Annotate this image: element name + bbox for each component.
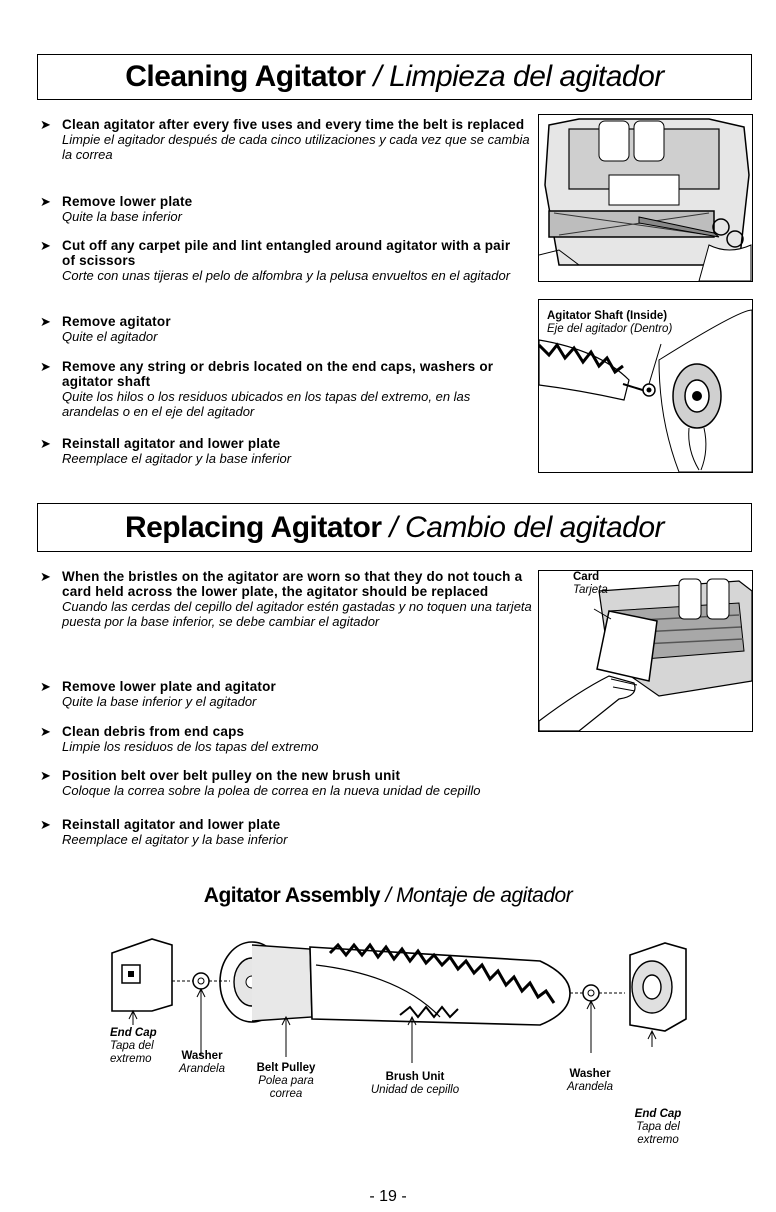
step-text-en: Remove lower plate and agitator: [62, 679, 276, 694]
step-text-es: Corte con unas tijeras el pelo de alfombra y la pelusa envueltos en el agitador: [62, 268, 511, 283]
arrow-bullet-icon: ➤: [40, 194, 51, 209]
cleaning-title-es: Limpieza del agitador: [389, 60, 664, 93]
step-text-en: Reinstall agitator and lower plate: [62, 436, 281, 451]
end-cap-right-es1: Tapa del: [636, 1121, 680, 1133]
step-text-es: Quite los hilos o los residuos ubicados en los tapas del extremo, en las arandelas o en el eje del agitador: [62, 389, 471, 419]
brush-unit-en: Brush Unit: [385, 1071, 445, 1083]
step-text-es: Limpie el agitador después de cada cinco utilizaciones y cada vez que se cambia la correa: [62, 132, 530, 162]
arrow-bullet-icon: ➤: [40, 724, 51, 739]
step-text-es: Quite la base inferior: [62, 209, 182, 224]
assembly-title-es: Montaje de agitador: [396, 884, 573, 907]
assembly-title: [0, 884, 776, 908]
arrow-bullet-icon: ➤: [40, 359, 51, 374]
step-text-en: When the bristles on the agitator are worn so that they do not touch a card held across the lower plate, the agitator should be replaced: [62, 569, 523, 599]
step-text-en: Remove lower plate: [62, 194, 193, 209]
replacing-title-es: Cambio del agitador: [405, 511, 665, 544]
left-end-cap: [112, 939, 172, 1011]
belt-pulley-en: Belt Pulley: [256, 1062, 316, 1074]
end-cap-left-es2: extremo: [110, 1053, 152, 1065]
step-text-en: Remove agitator: [62, 314, 171, 329]
card-label: [573, 571, 608, 597]
cleaning-section-title: [37, 54, 752, 100]
step-text-en: Cut off any carpet pile and lint entangled around agitator with a pair of scissors: [62, 238, 511, 268]
title-separator: /: [381, 511, 406, 544]
step-text-en: Clean debris from end caps: [62, 724, 245, 739]
arrow-bullet-icon: ➤: [40, 238, 51, 253]
agitator-shaft-illustration: [538, 299, 753, 473]
belt-pulley-es1: Polea para: [258, 1075, 314, 1087]
belt-pulley-es2: correa: [269, 1088, 303, 1100]
belt-pulley-label: [250, 1062, 322, 1101]
card-label-en: Card: [573, 571, 600, 583]
end-cap-right-es2: extremo: [637, 1134, 679, 1146]
end-cap-right-en: End Cap: [634, 1108, 682, 1120]
step-text-en: Reinstall agitator and lower plate: [62, 817, 281, 832]
arrow-bullet-icon: ➤: [40, 817, 51, 832]
step-text-es: Reemplace el agitador y la base inferior: [62, 451, 292, 466]
replacing-section-title: [37, 503, 752, 552]
agitator-shaft-label-en: Agitator Shaft (Inside): [547, 310, 668, 322]
step-text-en: Position belt over belt pulley on the new brush unit: [62, 768, 401, 783]
right-washer: [583, 985, 599, 1001]
washer-right-en: Washer: [569, 1068, 611, 1080]
left-washer: [193, 973, 209, 989]
title-separator: /: [365, 60, 390, 93]
brush-unit-es: Unidad de cepillo: [370, 1084, 460, 1096]
washer-right-label: [560, 1068, 620, 1094]
arrow-bullet-icon: ➤: [40, 768, 51, 783]
agitator-shaft-label-es: Eje del agitador (Dentro): [547, 323, 673, 335]
washer-left-es: Arandela: [178, 1063, 226, 1075]
step-text-es: Reemplace el agitator y la base inferior: [62, 832, 288, 847]
card-test-illustration: [538, 570, 753, 732]
end-cap-right-label: [628, 1108, 688, 1147]
brush-unit-label: [355, 1071, 475, 1097]
washer-left-label: [172, 1050, 232, 1076]
washer-left-en: Washer: [181, 1050, 223, 1062]
step-text-en: Remove any string or debris located on the end caps, washers or agitator shaft: [62, 359, 494, 389]
arrow-bullet-icon: ➤: [40, 436, 51, 451]
vacuum-underside-drawing: [539, 115, 752, 281]
title-separator: /: [380, 884, 397, 907]
washer-right-es: Arandela: [566, 1081, 614, 1093]
step-text-es: Quite el agitador: [62, 329, 158, 344]
assembly-title-en: Agitator Assembly: [203, 884, 381, 907]
agitator-shaft-label: [547, 310, 672, 336]
arrow-bullet-icon: ➤: [40, 569, 51, 584]
arrow-bullet-icon: ➤: [40, 679, 51, 694]
step-text-es: Limpie los residuos de los tapas del extremo: [62, 739, 319, 754]
page-number: - 19 -: [369, 1188, 407, 1205]
cut-lint-illustration: [538, 114, 753, 282]
card-label-es: Tarjeta: [573, 584, 608, 596]
end-cap-left-es1: Tapa del: [110, 1040, 154, 1052]
step-text-en: Clean agitator after every five uses and every time the belt is replaced: [62, 117, 525, 132]
replacing-title-en: Replacing Agitator: [124, 511, 382, 544]
step-text-es: Cuando las cerdas del cepillo del agitador estén gastadas y no toquen una tarjeta puesta por la base inferior, se debe cambiar el agitador: [62, 599, 532, 629]
card-test-drawing: [539, 571, 752, 731]
arrow-bullet-icon: ➤: [40, 117, 51, 132]
step-text-es: Quite la base inferior y el agitador: [62, 694, 257, 709]
step-text-es: Coloque la correa sobre la polea de correa en la nueva unidad de cepillo: [62, 783, 481, 798]
end-cap-left-label: [110, 1027, 157, 1066]
cleaning-title-en: Cleaning Agitator: [125, 60, 366, 93]
end-cap-left-en: End Cap: [110, 1027, 157, 1039]
arrow-bullet-icon: ➤: [40, 314, 51, 329]
